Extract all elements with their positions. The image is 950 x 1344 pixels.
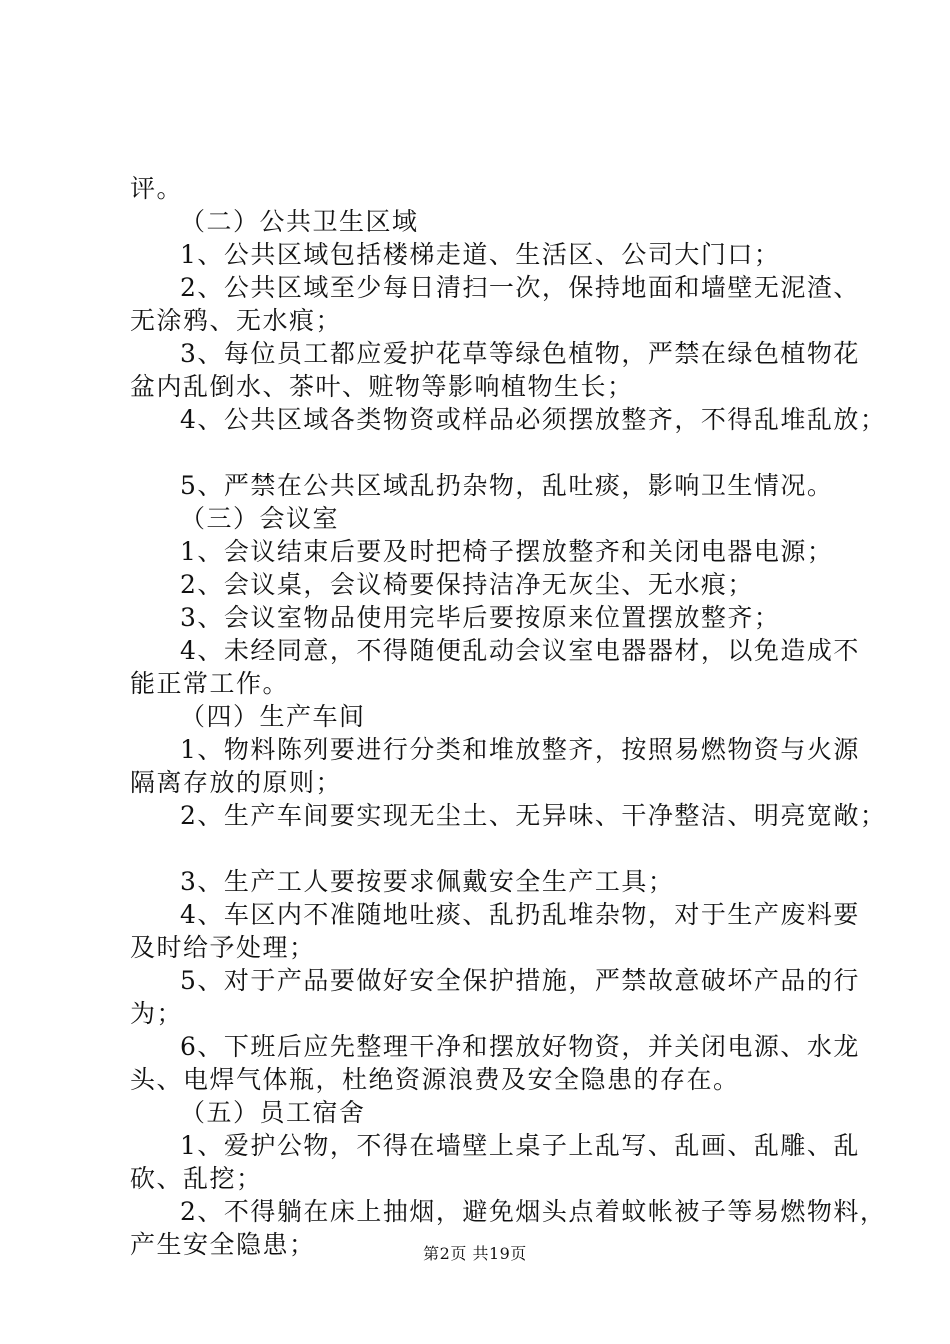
text-line: 1、物料陈列要进行分类和堆放整齐，按照易燃物资与火源 bbox=[180, 735, 860, 764]
text-line: 隔离存放的原则； bbox=[130, 768, 343, 797]
text-line: 2、会议桌，会议椅要保持洁净无灰尘、无水痕； bbox=[180, 570, 754, 599]
text-line: 盆内乱倒水、茶叶、赃物等影响植物生长； bbox=[130, 372, 634, 401]
text-line: 及时给予处理； bbox=[130, 933, 316, 962]
text-line: 6、下班后应先整理干净和摆放好物资，并关闭电源、水龙 bbox=[180, 1032, 860, 1061]
text-line: 1、会议结束后要及时把椅子摆放整齐和关闭电器电源； bbox=[180, 537, 834, 566]
text-line: 能正常工作。 bbox=[130, 669, 290, 698]
text-line: 1、公共区域包括楼梯走道、生活区、公司大门口； bbox=[180, 240, 781, 269]
text-line: 无涂鸦、无水痕； bbox=[130, 306, 343, 335]
text-line: 4、未经同意，不得随便乱动会议室电器器材，以免造成不 bbox=[180, 636, 860, 665]
text-line: （二）公共卫生区域 bbox=[180, 207, 419, 236]
text-line: 5、严禁在公共区域乱扔杂物，乱吐痰，影响卫生情况。 bbox=[180, 471, 834, 500]
text-line: （三）会议室 bbox=[180, 504, 340, 533]
text-line: 4、公共区域各类物资或样品必须摆放整齐，不得乱堆乱放； bbox=[180, 405, 887, 434]
text-line: 2、不得躺在床上抽烟，避免烟头点着蚊帐被子等易燃物料， bbox=[180, 1197, 887, 1226]
text-line: 4、车区内不准随地吐痰、乱扔乱堆杂物，对于生产废料要 bbox=[180, 900, 860, 929]
blank-line bbox=[130, 832, 835, 865]
text-line: 评。 bbox=[130, 174, 184, 203]
text-line: 为； bbox=[130, 999, 184, 1028]
text-line: 头、电焊气体瓶，杜绝资源浪费及安全隐患的存在。 bbox=[130, 1065, 740, 1094]
text-line: 2、公共区域至少每日清扫一次，保持地面和墙壁无泥渣、 bbox=[180, 273, 860, 302]
page-footer: 第2页 共19页 bbox=[423, 1244, 527, 1263]
blank-line bbox=[130, 436, 835, 469]
text-line: （四）生产车间 bbox=[180, 702, 366, 731]
text-line: 产生安全隐患； bbox=[130, 1230, 316, 1259]
text-line: 砍、乱挖； bbox=[130, 1164, 263, 1193]
text-line: 5、对于产品要做好安全保护措施，严禁故意破坏产品的行 bbox=[180, 966, 860, 995]
text-line: 3、生产工人要按要求佩戴安全生产工具； bbox=[180, 867, 675, 896]
text-line: 1、爱护公物，不得在墙壁上桌子上乱写、乱画、乱雕、乱 bbox=[180, 1131, 860, 1160]
text-line: 3、会议室物品使用完毕后要按原来位置摆放整齐； bbox=[180, 603, 781, 632]
text-line: 2、生产车间要实现无尘土、无异味、干净整洁、明亮宽敞； bbox=[180, 801, 887, 830]
text-line: （五）员工宿舍 bbox=[180, 1098, 366, 1127]
text-line: 3、每位员工都应爱护花草等绿色植物，严禁在绿色植物花 bbox=[180, 339, 860, 368]
body-text bbox=[130, 172, 887, 1261]
